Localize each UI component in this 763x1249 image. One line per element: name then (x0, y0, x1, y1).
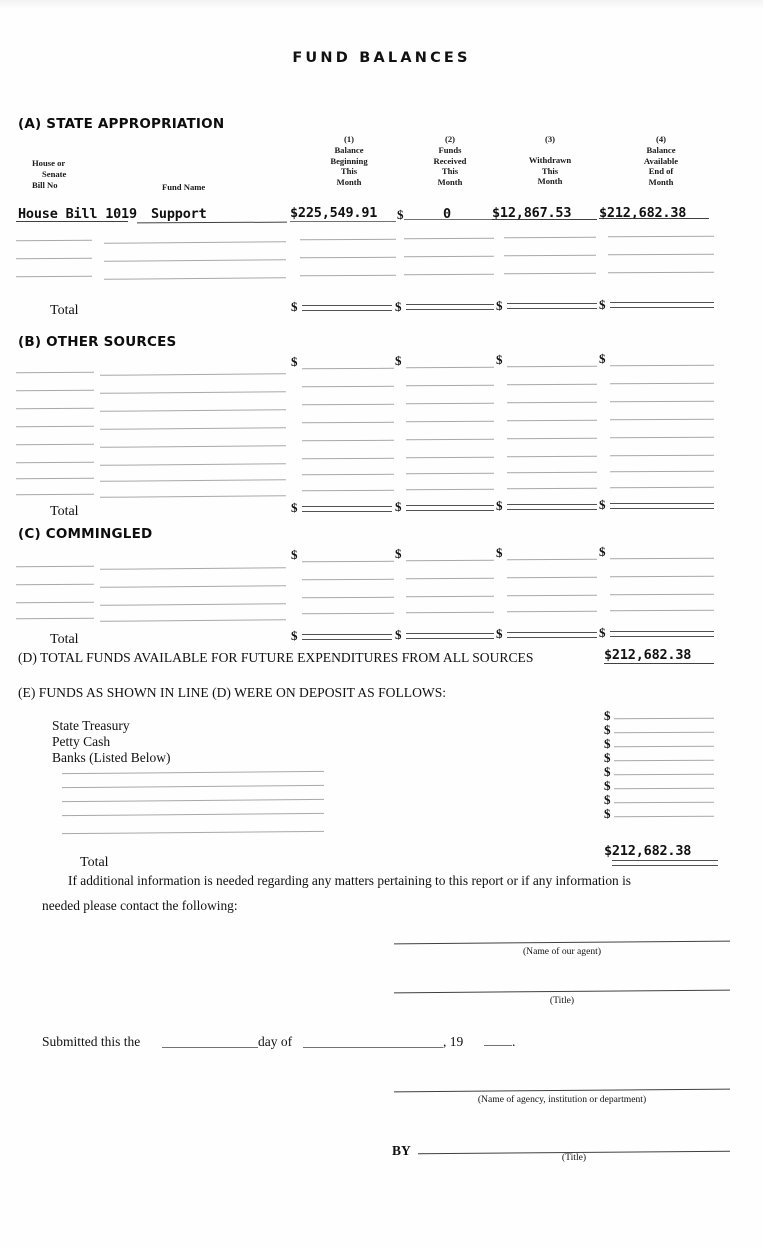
agency-caption: (Name of agency, institution or department) (477, 1094, 647, 1105)
signature-line-title-1[interactable] (394, 990, 730, 994)
rule-blank (406, 596, 494, 597)
column-4-line-2: Available (643, 155, 679, 166)
column-header-2 (404, 134, 496, 187)
rule-blank (100, 479, 286, 482)
rule-b-total-c4 (610, 503, 714, 509)
section-a-heading: (A) STATE APPROPRIATION (18, 116, 225, 132)
rule-e-total (612, 860, 718, 866)
column-3-line-2: This (541, 165, 559, 176)
rule-b-total-c3 (507, 504, 597, 510)
dollar-sign-c-total-c4: $ (599, 625, 606, 640)
submitted-day-blank[interactable] (162, 1047, 258, 1048)
dollar-sign-e-6: $ (604, 778, 611, 793)
rule-a-total-c1 (302, 305, 392, 311)
rule-blank (507, 595, 597, 596)
entry-funds-received: 0 (443, 206, 451, 222)
dollar-sign-c-total-c1: $ (291, 628, 298, 643)
submitted-month-blank[interactable] (303, 1047, 443, 1048)
rule-blank (614, 816, 714, 818)
submitted-year-blank[interactable] (484, 1045, 512, 1046)
rule-a-r1-c0 (16, 221, 128, 222)
rule-blank (16, 390, 94, 392)
rule-c-total-c1 (302, 634, 392, 640)
section-c-heading: (C) COMMINGLED (18, 526, 153, 542)
rule-blank (507, 384, 597, 385)
column-1-number: (1) (343, 134, 355, 144)
rule-blank (300, 275, 396, 277)
rule-a-r1-c2 (290, 221, 396, 222)
dollar-sign-c-total-c3: $ (496, 626, 503, 641)
rule-blank (507, 438, 597, 439)
section-c-total-label: Total (50, 632, 79, 647)
rule-blank (406, 489, 494, 490)
bill-no-line-2: Senate (42, 169, 67, 179)
rule-blank (62, 831, 324, 834)
rule-blank (507, 366, 597, 367)
rule-blank (507, 611, 597, 612)
section-d-label: (D) TOTAL FUNDS AVAILABLE FOR FUTURE EXPENDITURES FROM ALL SOURCES (18, 650, 534, 665)
rule-blank (614, 746, 714, 748)
dollar-sign-e-4: $ (604, 750, 611, 765)
by-label: BY (392, 1143, 411, 1158)
rule-blank (507, 559, 597, 560)
entry-bill-no: House Bill 1019 (18, 206, 137, 222)
rule-blank (610, 576, 714, 578)
rule-blank (62, 799, 324, 802)
contact-note (42, 868, 732, 918)
rule-blank (406, 421, 494, 422)
column-2-number: (2) (444, 134, 456, 144)
dollar-sign-a-total-c3: $ (496, 298, 503, 313)
section-e-total-amount: $212,682.38 (604, 843, 692, 859)
rule-c-total-c2 (406, 633, 494, 639)
column-4-line-3: End of (648, 166, 674, 177)
column-1-line-1: Balance (334, 145, 364, 156)
column-4-line-1: Balance (646, 145, 676, 156)
column-3-line-3: Month (537, 176, 563, 187)
dollar-sign-a-total-c4: $ (599, 297, 606, 312)
submitted-day-label: day of (258, 1034, 293, 1049)
rule-blank (504, 255, 596, 256)
column-3-spacer (498, 145, 602, 155)
dollar-sign-e-3: $ (604, 736, 611, 751)
submitted-year-suffix: . (512, 1034, 516, 1049)
entry-fund-name: Support (151, 206, 207, 222)
section-d-amount: $212,682.38 (604, 647, 692, 663)
column-2-line-3: This (441, 166, 459, 177)
dollar-sign-b-r1-c4: $ (599, 351, 606, 366)
rule-blank (610, 383, 714, 385)
rule-c-total-c3 (507, 632, 597, 638)
rule-blank (610, 419, 714, 421)
rule-blank (302, 597, 394, 598)
rule-blank (100, 373, 286, 376)
rule-blank (16, 462, 94, 464)
rule-blank (610, 558, 714, 560)
column-1-line-2: Beginning (330, 155, 368, 166)
rule-blank (100, 619, 286, 622)
dollar-sign-c-r1-c2: $ (395, 546, 402, 561)
column-3-number: (3) (544, 134, 556, 144)
rule-blank (610, 437, 714, 439)
rule-blank (614, 774, 714, 776)
section-e-label: (E) FUNDS AS SHOWN IN LINE (D) WERE ON DEPOSIT AS FOLLOWS: (18, 685, 447, 700)
page-title: FUND BALANCES (292, 50, 471, 66)
rule-blank (16, 478, 94, 480)
entry-balance-beginning: $225,549.91 (290, 205, 378, 221)
rule-blank (504, 273, 596, 274)
entry-withdrawn: $12,867.53 (492, 205, 572, 221)
dollar-sign-b-total-c1: $ (291, 500, 298, 515)
rule-blank (507, 577, 597, 578)
signature-line-agency[interactable] (394, 1089, 730, 1093)
rule-blank (300, 257, 396, 259)
rule-blank (16, 276, 92, 278)
rule-blank (614, 760, 714, 762)
rule-blank (614, 802, 714, 804)
dollar-sign-b-r1-c3: $ (496, 352, 503, 367)
rule-blank (614, 788, 714, 790)
rule-blank (302, 579, 394, 580)
rule-a-r1-c1 (137, 222, 287, 224)
rule-a-r1-c4 (492, 219, 597, 220)
rule-a-total-c3 (507, 303, 597, 309)
title-caption-1: (Title) (549, 995, 575, 1006)
rule-blank (406, 457, 494, 458)
section-a-total-label: Total (50, 303, 79, 318)
rule-blank (302, 440, 394, 441)
rule-blank (507, 420, 597, 421)
rule-blank (16, 602, 94, 604)
rule-blank (406, 403, 494, 404)
rule-blank (406, 385, 494, 386)
rule-blank (16, 408, 94, 410)
column-1-line-3: This (340, 166, 358, 177)
entry-balance-end: $212,682.38 (599, 205, 687, 221)
column-header-3 (498, 134, 602, 187)
rule-a-r1-c3 (404, 219, 494, 220)
rule-blank (507, 402, 597, 403)
dollar-sign-c-r1-c1: $ (291, 547, 298, 562)
submitted-year-prefix: , 19 (443, 1034, 464, 1049)
rule-blank (302, 561, 394, 562)
rule-blank (608, 236, 714, 238)
column-2-line-4: Month (437, 176, 463, 187)
column-4-line-4: Month (648, 176, 674, 187)
rule-blank (302, 613, 394, 614)
submitted-prefix: Submitted this the (42, 1034, 141, 1049)
dollar-sign-b-r1-c1: $ (291, 354, 298, 369)
rule-blank (62, 771, 324, 774)
rule-blank (507, 456, 597, 457)
column-header-4 (608, 134, 714, 187)
contact-note-line-2: needed please contact the following: (42, 898, 238, 913)
rule-blank (302, 368, 394, 369)
rule-blank (16, 372, 94, 374)
rule-b-total-c1 (302, 506, 392, 512)
rule-blank (404, 238, 494, 239)
section-b-total-label: Total (50, 504, 79, 519)
dollar-sign-b-total-c4: $ (599, 497, 606, 512)
bill-no-column-header (32, 158, 152, 191)
rule-blank (608, 272, 714, 274)
rule-b-total-c2 (406, 505, 494, 511)
dollar-sign-e-7: $ (604, 792, 611, 807)
rule-blank (100, 445, 286, 448)
rule-blank (100, 409, 286, 412)
rule-blank (100, 603, 286, 606)
rule-blank (100, 391, 286, 394)
rule-blank (406, 560, 494, 561)
rule-blank (608, 254, 714, 256)
rule-blank (302, 474, 394, 475)
rule-blank (406, 367, 494, 368)
rule-blank (16, 494, 94, 496)
section-b-heading: (B) OTHER SOURCES (18, 334, 177, 350)
rule-blank (614, 732, 714, 734)
rule-c-total-c4 (610, 631, 714, 637)
contact-note-line-1: If additional information is needed regarding any matters pertaining to this report or if any information is (68, 873, 631, 888)
rule-blank (100, 585, 286, 588)
rule-blank (16, 258, 92, 260)
rule-blank (404, 256, 494, 257)
rule-blank (610, 610, 714, 612)
deposit-item-banks: Banks (Listed Below) (52, 750, 171, 765)
bill-no-line-1: House or (32, 158, 66, 168)
column-1-line-4: Month (336, 176, 362, 187)
agent-caption: (Name of our agent) (522, 946, 602, 957)
rule-a-total-c4 (610, 302, 714, 308)
rule-blank (610, 455, 714, 457)
rule-blank (614, 718, 714, 720)
rule-blank (100, 567, 286, 570)
rule-blank (404, 274, 494, 275)
rule-blank (302, 422, 394, 423)
rule-blank (104, 241, 286, 244)
column-header-1 (300, 134, 398, 187)
rule-blank (100, 495, 286, 498)
rule-blank (100, 463, 286, 466)
dollar-sign-e-2: $ (604, 722, 611, 737)
rule-blank (62, 813, 324, 816)
rule-blank (16, 584, 94, 586)
column-2-line-1: Funds (438, 145, 462, 156)
rule-blank (507, 488, 597, 489)
rule-blank (610, 401, 714, 403)
rule-blank (16, 618, 94, 620)
rule-blank (302, 490, 394, 491)
title-caption-2: (Title) (561, 1152, 587, 1163)
rule-d-amount (604, 663, 714, 664)
rule-blank (504, 237, 596, 238)
column-4-number: (4) (655, 134, 667, 144)
rule-blank (100, 427, 286, 430)
dollar-sign-col2-row1: $ (397, 207, 404, 222)
rule-blank (406, 578, 494, 579)
dollar-sign-c-total-c2: $ (395, 627, 402, 642)
rule-blank (16, 426, 94, 428)
rule-blank (507, 472, 597, 473)
rule-blank (300, 239, 396, 241)
dollar-sign-a-total-c2: $ (395, 299, 402, 314)
column-2-line-2: Received (433, 155, 467, 166)
deposit-item-petty-cash: Petty Cash (52, 734, 111, 749)
rule-blank (406, 473, 494, 474)
dollar-sign-c-r1-c4: $ (599, 544, 606, 559)
fund-name-column-header: Fund Name (162, 182, 206, 192)
rule-a-total-c2 (406, 304, 494, 310)
rule-a-r1-c5 (599, 218, 709, 219)
dollar-sign-e-5: $ (604, 764, 611, 779)
rule-blank (16, 240, 92, 242)
rule-blank (62, 785, 324, 788)
rule-blank (406, 439, 494, 440)
section-e-total-label: Total (80, 855, 109, 870)
rule-blank (302, 386, 394, 387)
rule-blank (16, 444, 94, 446)
rule-blank (302, 404, 394, 405)
rule-blank (406, 612, 494, 613)
dollar-sign-e-8: $ (604, 806, 611, 821)
dollar-sign-b-r1-c2: $ (395, 353, 402, 368)
dollar-sign-b-total-c2: $ (395, 499, 402, 514)
column-3-line-1: Withdrawn (528, 155, 572, 166)
dollar-sign-c-r1-c3: $ (496, 545, 503, 560)
dollar-sign-e-1: $ (604, 708, 611, 723)
dollar-sign-b-total-c3: $ (496, 498, 503, 513)
rule-blank (104, 259, 286, 262)
bill-no-line-3: Bill No (32, 180, 58, 190)
rule-blank (610, 471, 714, 473)
rule-blank (104, 277, 286, 280)
rule-blank (610, 594, 714, 596)
dollar-sign-a-total-c1: $ (291, 299, 298, 314)
rule-blank (302, 458, 394, 459)
rule-blank (16, 566, 94, 568)
rule-blank (610, 365, 714, 367)
signature-line-agent[interactable] (394, 941, 730, 945)
rule-blank (610, 487, 714, 489)
deposit-item-state-treasury: State Treasury (52, 718, 130, 733)
